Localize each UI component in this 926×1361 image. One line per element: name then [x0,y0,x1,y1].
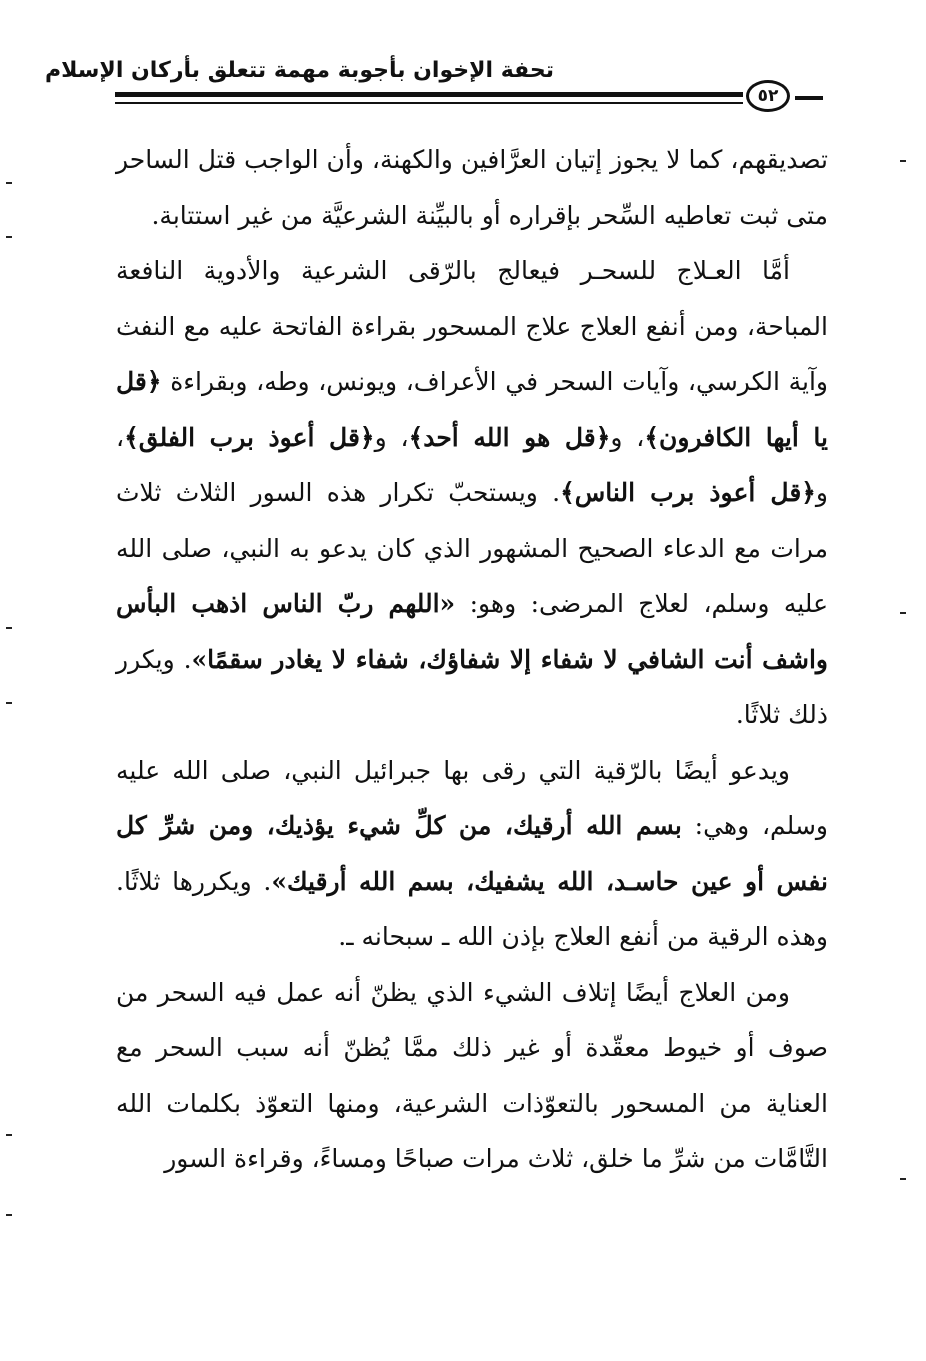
text-segment: ويدعو أيضًا بالرّقية التي رقى بها جبرائيل النبي، صلى الله عليه وسلم، وهي: [116,755,828,840]
bold-text-segment: بسم الله أرقيك، من كلِّ شيء يؤذيك، ومن شرِّ كل نفس أو عين حاسـد، الله يشفيك، بسم الله أرقيك» [116,811,828,896]
bold-text-segment: «اللهم ربّ الناس اذهب البأس واشف أنت الشافي لا شفاء إلا شفاؤك، شفاء لا يغادر سقمًا» [116,589,828,674]
header-rule-thick [115,92,743,97]
bold-text-segment: ﴿قل يا أيها الكافرون﴾ [116,367,828,452]
paragraph [116,965,828,1187]
margin-mark [900,612,906,614]
paragraph [116,743,828,965]
margin-mark [6,182,12,184]
running-header-title: تحفة الإخوان بأجوبة مهمة تتعلق بأركان الإسلام [44,58,554,83]
body-text [116,132,828,1187]
text-segment: ، و [116,422,828,507]
text-segment: . ويكرر ذلك ثلاثًا. [116,644,828,729]
paragraph [116,132,828,243]
header-rule-thin [115,102,743,104]
margin-mark [6,702,12,704]
bold-text-segment: ﴿قل هو الله أحد﴾ [408,422,611,452]
margin-mark [6,1214,12,1216]
margin-mark [900,160,906,162]
text-segment: ومن العلاج أيضًا إتلاف الشيء الذي يظنّ أنه عمل فيه السحر من صوف أو خيوط معقّدة أو غير ذلك ممَّا يُظنّ أنه سبب السحر مع العناية من المسحور بالتعوّذات الشرعية، ومنها التعوّذ بكلمات الله التَّامَّات من شرِّ ما خلق، ثلاث مرات صباحًا ومساءً، وقراءة السور [116,977,828,1173]
bold-text-segment: ﴿قل أعوذ برب الناس﴾ [560,478,816,507]
margin-mark [6,627,12,629]
margin-mark [900,1178,906,1180]
text-segment: . ويكررها ثلاثًا. وهذه الرقية من أنفع العلاج بإذن الله ـ سبحانه ـ. [116,866,828,951]
paragraph [116,243,828,743]
text-segment: . ويستحبّ تكرار هذه السور الثلاث ثلاث مرات مع الدعاء الصحيح المشهور الذي كان يدعو به النبي، صلى الله عليه وسلم، لعلاج المرضى: وهو: [116,478,828,618]
page-number: ٥٢ [746,80,790,112]
header-rule-stub [795,96,823,100]
text-segment: ، و [374,422,409,452]
text-segment: ، و [610,422,645,452]
text-segment: أمَّا العـلاج للسحـر فيعالج بالرّقى الشرعية والأدوية النافعة المباحة، ومن أنفع العلاج علاج المسحور بقراءة الفاتحة عليه مع النفث وآية الكرسي، وآيات السحر في الأعراف، ويونس، وطه، وبقراءة [116,256,828,396]
margin-mark [6,1134,12,1136]
bold-text-segment: ﴿قل أعوذ برب الفلق﴾ [124,422,375,452]
text-segment: تصديقهم، كما لا يجوز إتيان العرَّافين والكهنة، وأن الواجب قتل الساحر متى ثبت تعاطيه السِّحر بإقراره أو بالبيِّنة الشرعيَّة من غير استتابة. [116,145,828,230]
margin-mark [6,236,12,238]
